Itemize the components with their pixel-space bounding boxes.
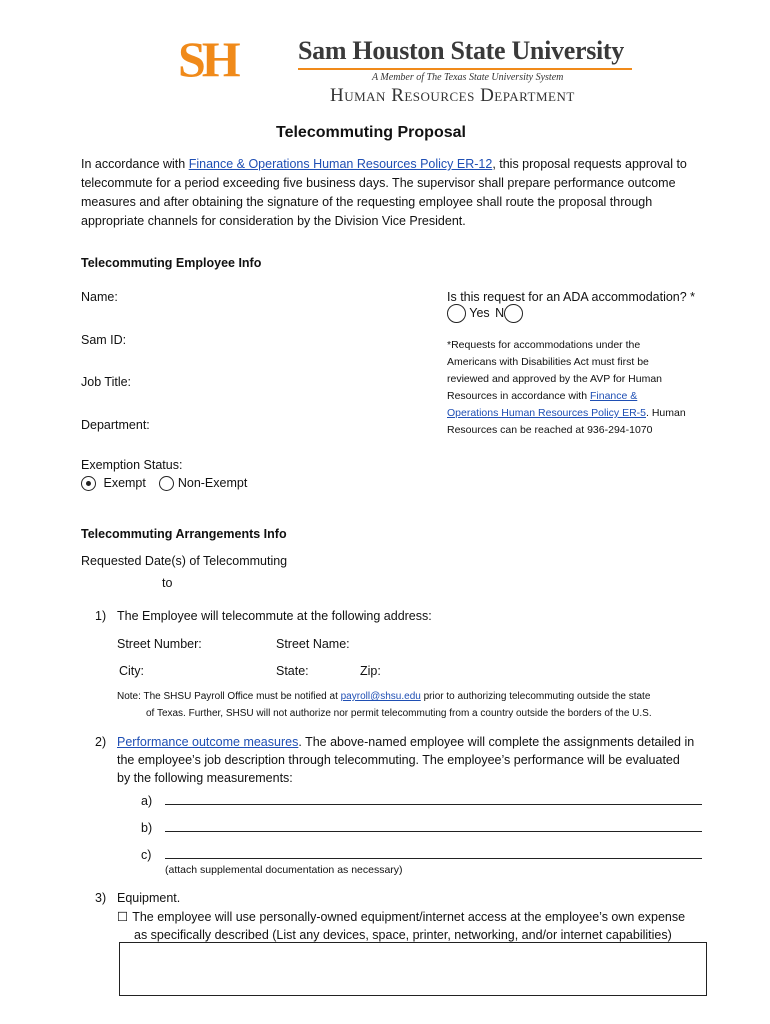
ada-no-radio[interactable]: [504, 304, 523, 323]
non-exempt-radio[interactable]: [159, 476, 174, 491]
item2-text: Performance outcome measures. The above-named employee will complete the assignments detailed in the employee’s job description through telecommuting. The employee’s performance will be evaluated by the following measurements:: [117, 735, 695, 785]
item3-text: Equipment.: [117, 891, 181, 905]
dates-to-label: to: [162, 576, 173, 590]
measure-a-line[interactable]: [165, 792, 702, 805]
street-name-label: Street Name:: [276, 637, 350, 651]
jobtitle-label: Job Title:: [81, 375, 132, 389]
name-label: Name:: [81, 290, 118, 304]
city-label: City:: [119, 664, 144, 678]
measure-b: b): [141, 819, 702, 837]
exempt-label: Exempt: [103, 476, 146, 490]
exemption-options: [81, 474, 247, 492]
item1-text: The Employee will telecommute at the following address:: [117, 609, 432, 623]
ada-yes-radio[interactable]: [447, 304, 466, 323]
page-title: Telecommuting Proposal: [276, 124, 466, 141]
member-line: A Member of The Texas State University System: [372, 72, 564, 83]
ada-note: *Requests for accommodations under the Americans with Disabilities Act must first be reviewed and approved by the AVP for Human Resources in accordance with Finance & Operations Human Resources Policy ER-5. Human Resources can be reached at 936-294-1070: [447, 339, 686, 436]
header-divider: [298, 68, 632, 70]
requested-dates-label: Requested Date(s) of Telecommuting: [81, 554, 288, 568]
item1-number: 1): [95, 609, 107, 623]
attach-note: (attach supplemental documentation as necessary): [165, 864, 403, 876]
measure-a: a): [141, 792, 702, 810]
payroll-email-link[interactable]: payroll@shsu.edu: [340, 691, 421, 702]
equipment-option: ☐ The employee will use personally-owned equipment/internet access at the employee’s own expense as specifically described (List any devices, space, printer, networking, and/or internet capabilities): [117, 910, 686, 942]
ada-yes-label: Yes: [469, 306, 490, 320]
state-label: State:: [276, 664, 309, 678]
measure-c-line[interactable]: [165, 846, 702, 859]
measure-c: c): [141, 846, 702, 864]
ada-options: [447, 304, 523, 323]
equipment-checkbox[interactable]: ☐: [117, 910, 129, 924]
item3-number: 3): [95, 891, 107, 905]
ada-question: Is this request for an ADA accommodation? *: [447, 290, 696, 304]
samid-label: Sam ID:: [81, 333, 127, 347]
university-name: Sam Houston State University: [298, 36, 624, 65]
measure-b-line[interactable]: [165, 819, 702, 832]
employee-info-heading: Telecommuting Employee Info: [81, 256, 262, 270]
exempt-radio[interactable]: [81, 476, 96, 491]
zip-label: Zip:: [360, 664, 381, 678]
equipment-description-box[interactable]: [119, 942, 707, 996]
non-exempt-label: Non-Exempt: [177, 476, 248, 490]
arrangements-heading: Telecommuting Arrangements Info: [81, 527, 287, 541]
item2-number: 2): [95, 735, 107, 749]
department-label: Department:: [81, 418, 150, 432]
policy-er12-link[interactable]: Finance & Operations Human Resources Policy ER-12: [188, 157, 493, 171]
policy-er5-link-part2[interactable]: Operations Human Resources Policy ER-5: [447, 407, 646, 419]
payroll-note: Note: The SHSU Payroll Office must be notified at payroll@shsu.edu prior to authorizing telecommuting outside the state of Texas. Further, SHSU will not authorize nor permit telecommuting from a country outside the borders of the U.S.: [117, 691, 652, 719]
shsu-logo: SH: [178, 31, 237, 87]
intro-paragraph: In accordance with Finance & Operations Human Resources Policy ER-12, this proposal requests approval to telecommute for a period exceeding five business days. The supervisor shall prepare performance outcome measures and after obtaining the signature of the requesting employee shall route the proposal through appropriate channels for consideration by the Division Vice President.: [81, 157, 687, 228]
street-number-label: Street Number:: [117, 637, 202, 651]
ada-no-label: N: [495, 306, 505, 320]
performance-measures-link[interactable]: Performance outcome measures: [117, 735, 299, 749]
department-name: Human Resources Department: [330, 85, 575, 106]
exemption-label: Exemption Status:: [81, 458, 183, 472]
policy-er5-link-part1[interactable]: Finance &: [590, 390, 638, 402]
